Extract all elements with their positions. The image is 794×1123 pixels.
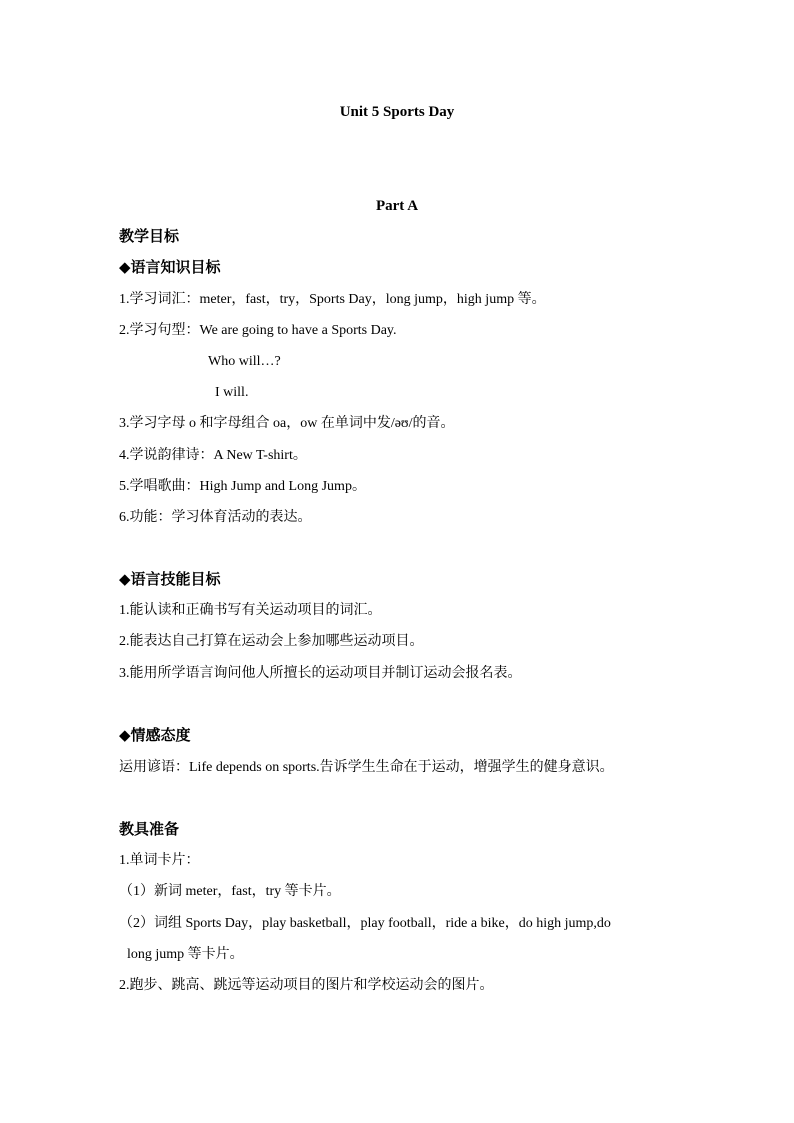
part-title: Part A <box>375 198 419 214</box>
knowledge-heading: ◆语言知识目标 <box>119 260 221 276</box>
skills-item: 2.能表达自己打算在运动会上参加哪些运动项目。 <box>119 634 424 649</box>
knowledge-item: 5.学唱歌曲：High Jump and Long Jump。 <box>119 479 366 494</box>
skills-item: 1.能认读和正确书写有关运动项目的词汇。 <box>119 603 382 618</box>
prep-item: 2.跑步、跳高、跳远等运动项目的图片和学校运动会的图片。 <box>119 978 494 993</box>
skills-heading: ◆语言技能目标 <box>119 572 221 588</box>
prep-heading: 教具准备 <box>119 822 180 838</box>
knowledge-item: 1.学习词汇：meter，fast，try，Sports Day，long jump，high jump 等。 <box>119 292 546 307</box>
prep-item: （1）新词 meter，fast，try 等卡片。 <box>119 884 341 899</box>
document-title: Unit 5 Sports Day <box>339 104 455 120</box>
knowledge-item: I will. <box>215 385 249 400</box>
knowledge-item: Who will…? <box>208 354 281 369</box>
prep-item: （2）词组 Sports Day，play basketball，play football，ride a bike，do high jump,do <box>119 916 611 931</box>
knowledge-item: 4.学说韵律诗：A New T-shirt。 <box>119 448 307 463</box>
prep-item: 1.单词卡片： <box>119 853 200 868</box>
knowledge-item: 2.学习句型：We are going to have a Sports Day. <box>119 323 397 338</box>
skills-item: 3.能用所学语言询问他人所擅长的运动项目并制订运动会报名表。 <box>119 666 522 681</box>
knowledge-item: 3.学习字母 o 和字母组合 oa，ow 在单词中发/əʊ/的音。 <box>119 416 455 431</box>
attitude-heading: ◆情感态度 <box>119 728 191 744</box>
objectives-heading: 教学目标 <box>119 229 180 245</box>
prep-item: long jump 等卡片。 <box>127 947 244 962</box>
attitude-text: 运用谚语：Life depends on sports.告诉学生生命在于运动，增强学生的健身意识。 <box>119 760 614 775</box>
knowledge-item: 6.功能：学习体育活动的表达。 <box>119 510 312 525</box>
